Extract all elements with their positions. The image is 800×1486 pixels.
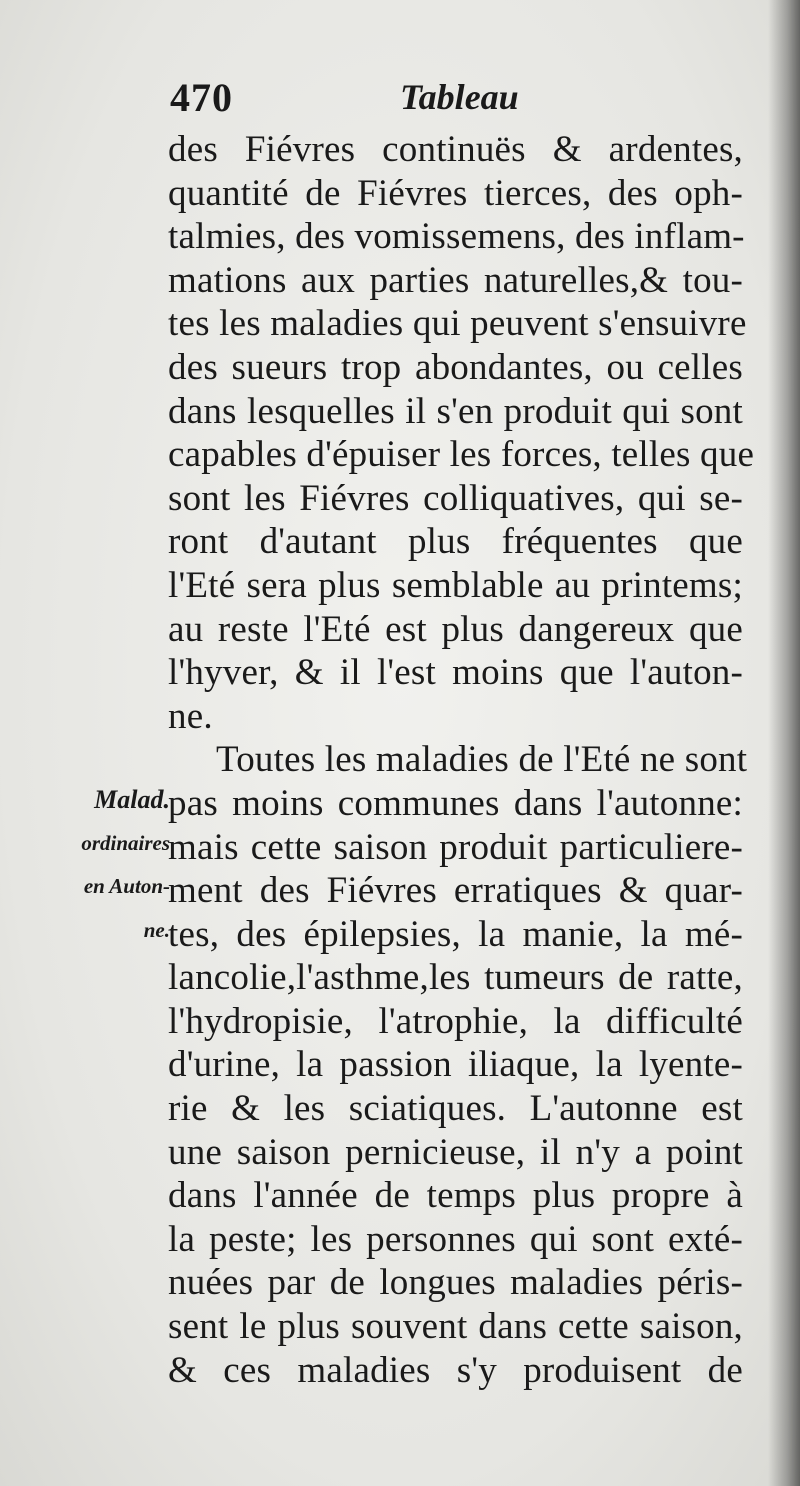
paragraph-start-line: Toutes les maladies de l'Eté ne sont [216, 739, 748, 781]
margin-note-line: ordinaires [81, 830, 170, 855]
margin-note [40, 778, 170, 952]
text-line: mais cette saison produit particuliere- [168, 826, 743, 868]
text-line: sont les Fiévres colliquatives, qui se- [168, 477, 743, 519]
text-line: l'Eté sera plus semblable au printems; [168, 564, 743, 606]
text-line: au reste l'Eté est plus dangereux que [168, 608, 743, 650]
text-line: des Fiévres continuës & ardentes, [168, 129, 743, 170]
text-line: rie & les sciatiques. L'autonne est [168, 1088, 743, 1130]
text-line: mations aux parties naturelles,& tou- [168, 259, 743, 301]
margin-note-line: en Auton- [83, 874, 170, 899]
text-line: ront d'autant plus fréquentes que [168, 521, 743, 563]
text-line: l'hydropisie, l'atrophie, la difficulté [168, 1000, 743, 1042]
text-line: tes, des épilepsies, la manie, la mé- [168, 913, 743, 955]
text-line: l'hyver, & il l'est moins que l'auton- [168, 652, 743, 694]
text-line: tes les maladies qui peuvent s'ensuivre [168, 303, 747, 345]
margin-note-line: Malad. [94, 785, 170, 814]
text-line: sent le plus souvent dans cette saison, [168, 1306, 743, 1348]
margin-note-line: ne. [143, 917, 170, 942]
running-title: Tableau [400, 77, 519, 117]
text-line: dans l'année de temps plus propre à [168, 1175, 743, 1217]
text-line: & ces maladies s'y produisent de [168, 1349, 743, 1391]
text-line: ment des Fiévres erratiques & quar- [168, 870, 743, 912]
page-spine-shadow [768, 0, 800, 1486]
text-line: quantité de Fiévres tierces, des oph- [168, 172, 743, 214]
text-line: nuées par de longues maladies péris- [168, 1262, 743, 1304]
text-line: lancolie,l'asthme,les tumeurs de ratte, [168, 957, 743, 999]
text-line: capables d'épuiser les forces, telles que [168, 434, 755, 476]
text-line: pas moins communes dans l'autonne: [168, 782, 743, 824]
text-line: ne. [168, 695, 213, 737]
text-line: des sueurs trop abondantes, ou celles [168, 346, 743, 388]
body-text [168, 128, 755, 1392]
text-line: d'urine, la passion iliaque, la lyente- [168, 1044, 743, 1086]
page-number: 470 [170, 75, 233, 120]
text-line: talmies, des vomissemens, des inflam- [168, 216, 745, 258]
text-line: dans lesquelles il s'en produit qui sont [168, 390, 743, 432]
text-line: la peste; les personnes qui sont exté- [168, 1218, 743, 1260]
text-line: une saison pernicieuse, il n'y a point [168, 1131, 743, 1173]
running-head [0, 74, 800, 124]
